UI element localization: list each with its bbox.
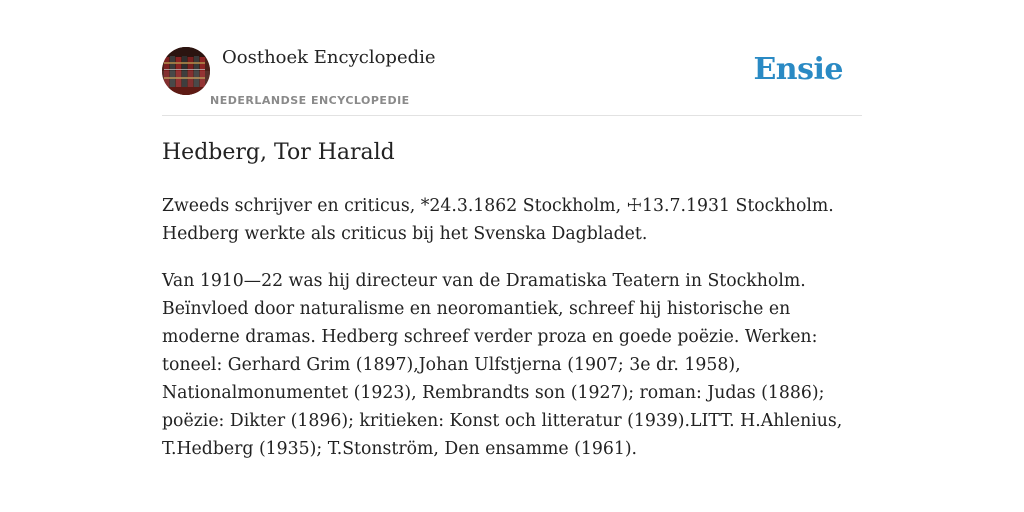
site-header [162,46,862,116]
books-icon [162,47,210,95]
site-subtitle: NEDERLANDSE ENCYCLOPEDIE [210,94,410,107]
site-title[interactable]: Oosthoek Encyclopedie [222,47,436,68]
entry-paragraph-1: Zweeds schrijver en criticus, *24.3.1862 Stockholm, ☩13.7.1931 Stockholm. Hedberg werkte als criticus bij het Svenska Dagbladet. [162,196,834,244]
page [162,0,862,512]
header-divider [162,115,862,116]
encyclopedia-books-logo[interactable] [162,47,210,95]
entry-paragraph-2: Van 1910—22 was hij directeur van de Dramatiska Teatern in Stockholm. Beïnvloed door naturalisme en neoromantiek, schreef hij historische en moderne dramas. Hedberg schreef verder proza en goede poëzie. Werken: toneel: Gerhard Grim (1897),Johan Ulfstjerna (1907; 3e dr. 1958), Nationalmonumentet (1923), Rembrandts son (1927); roman: Judas (1886); poëzie: Dikter (1896); kritieken: Konst och litteratur (1939).LITT. H.Ahlenius, T.Hedberg (1935); T.Stonström, Den ensamme (1961). [162,271,843,459]
ensie-brand-logo[interactable]: Ensie [753,52,843,87]
entry-title: Hedberg, Tor Harald [162,140,395,165]
